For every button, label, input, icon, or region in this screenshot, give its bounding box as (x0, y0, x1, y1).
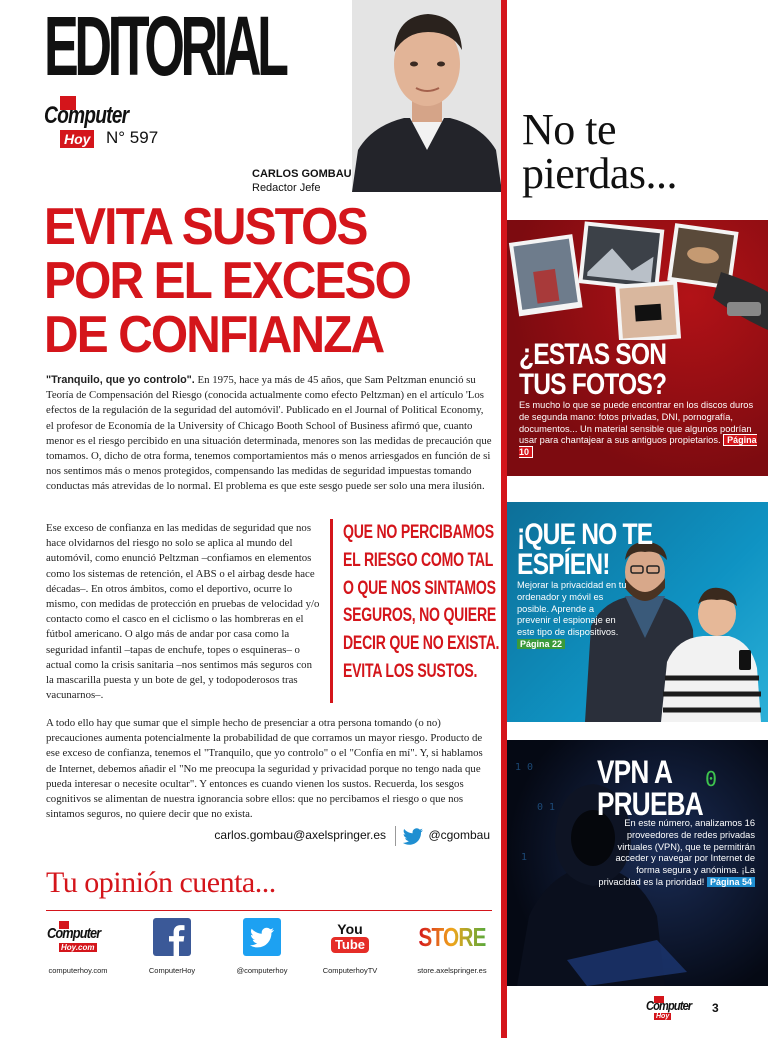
footer-brand-sub: Hoy (656, 1013, 670, 1020)
author-contact (46, 826, 492, 848)
social-twitter[interactable] (230, 916, 294, 975)
twitter-bird-icon (402, 828, 424, 846)
social-label: @computerhoy (236, 966, 288, 975)
youtube-logo-bottom: Tube (331, 937, 369, 953)
issue-number: N° 597 (106, 128, 159, 147)
svg-text:1: 1 (521, 852, 528, 863)
footer-logo (646, 996, 706, 1024)
logo-brand-bottom: Hoy (60, 130, 94, 148)
author-photo (352, 0, 502, 192)
store-logo-icon (414, 916, 490, 958)
card-description (595, 818, 755, 889)
card-description (517, 580, 627, 651)
section-title: EDITORIAL (44, 0, 285, 93)
sidebar-title-line: pierdas... (522, 149, 678, 198)
sidebar-title-line: No te (522, 105, 617, 154)
card-title-line: TUS FOTOS? (519, 368, 667, 401)
page-reference: Página 22 (517, 639, 565, 649)
card-title (519, 340, 666, 400)
card-text: En este número, analizamos 16 proveedores de redes privadas virtuales (VPN), que te permitirán acceder y navegar por Internet de forma segura y anónima. ¡La privacidad es la prioridad! (598, 818, 755, 887)
website-logo-sub: Hoy.com (61, 943, 95, 952)
sidebar-title (522, 105, 678, 198)
card-text: Es mucho lo que se puede encontrar en los discos duros de segunda mano: fotos privadas, DNI, pornografía, documentos... Un material sensible que algunos podrían usar para chantajear a sus antiguos propietarios. (519, 400, 754, 446)
promo-card-fotos[interactable] (507, 220, 768, 476)
pull-quote-line: EVITA LOS SUSTOS. (343, 660, 478, 682)
card-title-line: ESPÍEN! (517, 548, 610, 581)
page-reference: Página 54 (707, 877, 755, 887)
card-title-line: ¿ESTAS SON (519, 338, 667, 371)
youtube-logo-top: You (337, 920, 363, 937)
social-store[interactable] (414, 916, 490, 975)
card-title (517, 520, 652, 580)
author-email-link[interactable]: carlos.gombau@axelspringer.es (214, 828, 386, 842)
card-title (597, 756, 703, 820)
card-title-line: ¡QUE NO TE (517, 518, 653, 551)
intro-text: En 1975, hace ya más de 45 años, que Sam Peltzman enunció su Teoría de Compensación del Riesgo (conocida actualmente como efecto Peltzman) en el artículo 'Los efectos de la regulación de la seguridad del automóvil'. Publicado en el Journal of Political Economy, el profesor de Economía de la University of Chicago Booth School of Business afirmó que, cuanto menor es el riesgo percibido en una situación determinada, menores son las medidas de precaución que tomamos. O, dicho de otra forma, tenemos comportamientos más o menos arriesgados en función de si nos sentimos más o menos protegidos, compensando las medidas de seguridad impuestas tomando conductas más atrevidas de lo normal. El problema es que este sesgo puede ser solo una mera ilusión. (46, 374, 492, 493)
contact-divider (395, 826, 396, 846)
social-facebook[interactable] (140, 916, 204, 975)
opinion-title: Tu opinión cuenta... (46, 866, 276, 899)
card-title-line: PRUEBA (597, 786, 703, 822)
social-label: ComputerhoyTV (322, 966, 378, 975)
social-website[interactable] (46, 916, 110, 975)
article-paragraph: A todo ello hay que sumar que el simple hecho de presenciar a otra persona tomando (o no) precauciones aumenta potencialmente la probabilidad de que corramos un mayor riesgo. Producto de ese exceso de confianza, tenemos el "Tranquilo, que yo controlo" o el "Confía en mí". Y, si hablamos de Internet, debemos añadir el "No me preocupa la seguridad y privacidad porque no tengo nada que pueda interesar o necesite ocultar". Y entonces es cuando vienen los sustos. Recuerda, los sesgos cognitivos se alimentan de nuestra ignorancia sobre ellos: que no percibamos el riesgo o que nos sintamos seguros, no quiere decir que no exista. (46, 717, 483, 821)
photos-collage-image (507, 220, 768, 340)
headline-line: DE CONFIANZA (44, 306, 384, 364)
lead-quote: "Tranquilo, que yo controlo". (46, 374, 195, 386)
social-label: computerhoy.com (48, 966, 108, 975)
author-twitter-link[interactable]: @cgombau (428, 828, 490, 842)
author-name: CARLOS GOMBAU (252, 168, 352, 180)
headline-line: POR EL EXCESO (44, 252, 411, 310)
logo-brand-top: Computer (44, 102, 129, 129)
page-number: 3 (712, 1001, 719, 1015)
article-paragraph: Ese exceso de confianza en las medidas de seguridad que nos hace olvidarnos del riesgo no solo se aplica al mundo del automóvil, como enunció Peltzman –confiamos en elementos como los sistemas de retención, el ABS o el airbag desde hace décadas–. En otros ámbitos, como el deportivo, ocurre lo mismo, con medidas de protección en pruebas de velocidad y/o contacto como el casco en el ciclismo o las hombreras en el fútbol americano. O algo más de andar por casa como la seguridad infantil –tapas de enchufe, topes o esquineras– o actual como la crisis sanitaria –nos sentimos más seguros con la mascarilla puesta y un bote de gel, y todopoderosos tras vacunarnos–. (46, 522, 320, 702)
page-reference: Página 10 (519, 435, 757, 458)
footer-brand: Computer (646, 998, 692, 1013)
twitter-icon (230, 916, 294, 958)
author-role: Redactor Jefe (252, 182, 321, 194)
pull-quote-line: O QUE NOS SINTAMOS (343, 577, 496, 599)
pull-quote-line: SEGUROS, NO QUIERE (343, 605, 497, 627)
card-title-line: VPN A (597, 754, 673, 790)
website-logo-text: Computer (47, 925, 101, 942)
pull-quote (330, 519, 500, 703)
pull-quote-line: EL RIESGO COMO TAL (343, 549, 494, 571)
opinion-divider (46, 910, 492, 911)
svg-text:0 1: 0 1 (537, 802, 556, 813)
social-label: store.axelspringer.es (417, 966, 487, 975)
promo-card-vpn[interactable] (507, 740, 768, 986)
computerhoy-logo-icon (46, 916, 110, 958)
store-logo-text: STORE (418, 921, 486, 952)
social-label: ComputerHoy (148, 966, 196, 975)
article-intro (46, 373, 492, 495)
headline-line: EVITA SUSTOS (44, 198, 367, 256)
card-description (519, 400, 759, 459)
social-youtube[interactable] (318, 916, 382, 975)
headline (44, 200, 496, 362)
pull-quote-line: DECIR QUE NO EXISTA. (343, 633, 500, 655)
youtube-icon (318, 916, 382, 958)
pull-quote-line: QUE NO PERCIBAMOS (343, 522, 494, 543)
promo-card-espien[interactable] (507, 502, 768, 722)
svg-text:1 0: 1 0 (515, 762, 534, 773)
facebook-icon (140, 916, 204, 958)
svg-text:0: 0 (705, 767, 718, 791)
card-text: Mejorar la privacidad en tu ordenador y móvil es posible. Aprende a prevenir el espionaje en este tipo de dispositivos. (517, 580, 627, 638)
